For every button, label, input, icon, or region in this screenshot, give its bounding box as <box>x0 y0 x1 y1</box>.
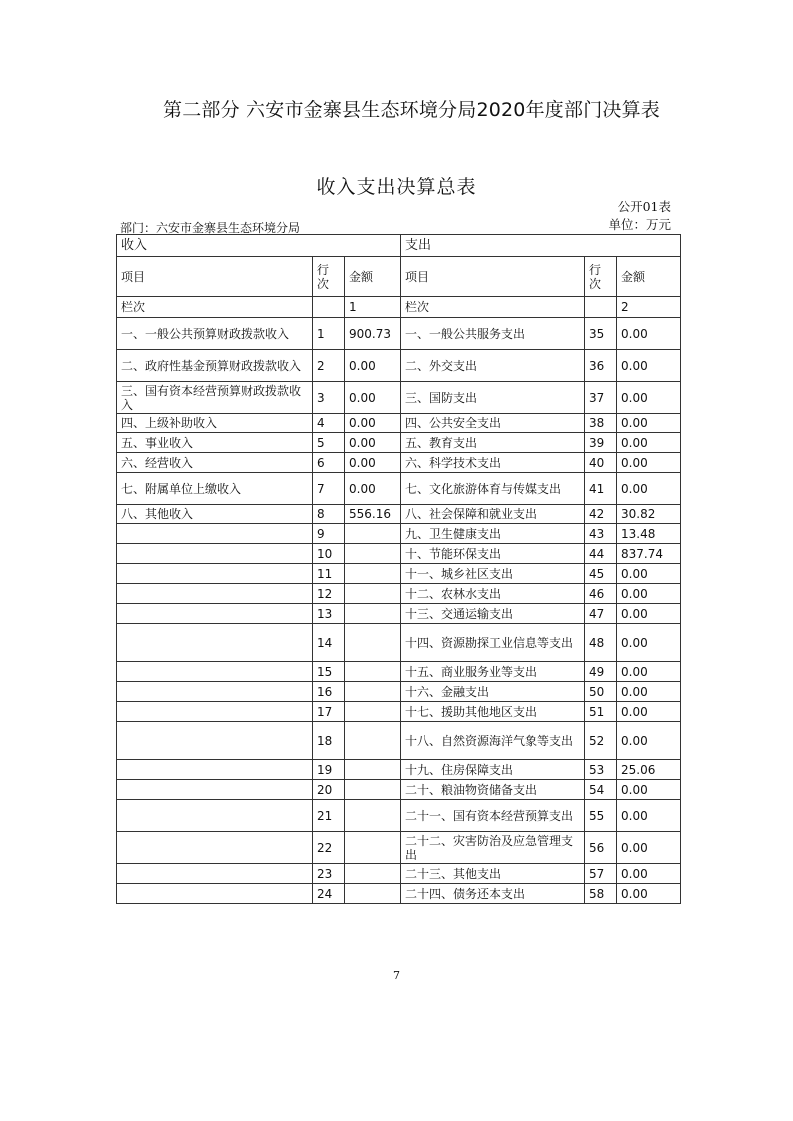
income-amount-cell <box>345 564 401 584</box>
income-amount-cell <box>345 544 401 564</box>
expense-amount-cell: 30.82 <box>617 505 681 524</box>
expense-line-cell: 39 <box>585 433 617 453</box>
income-amount-cell: 0.00 <box>345 473 401 505</box>
expense-line-cell: 41 <box>585 473 617 505</box>
expense-line-cell: 52 <box>585 722 617 760</box>
income-amount-cell <box>345 864 401 884</box>
expense-amount-cell: 837.74 <box>617 544 681 564</box>
income-item-cell: 一、一般公共预算财政拨款收入 <box>117 318 313 350</box>
income-line-header: 行次 <box>313 257 345 297</box>
expense-item-cell: 十七、援助其他地区支出 <box>401 702 585 722</box>
income-line-cell: 8 <box>313 505 345 524</box>
income-line-cell: 3 <box>313 382 345 414</box>
expense-item-cell: 二十四、债务还本支出 <box>401 884 585 904</box>
expense-item-cell: 九、卫生健康支出 <box>401 524 585 544</box>
income-amount-cell <box>345 702 401 722</box>
table-row <box>117 505 681 524</box>
table-row <box>117 884 681 904</box>
expense-line-cell: 54 <box>585 780 617 800</box>
income-item-cell: 四、上级补助收入 <box>117 414 313 433</box>
expense-item-cell: 二十、粮油物资储备支出 <box>401 780 585 800</box>
income-line-cell: 21 <box>313 800 345 832</box>
income-line-cell: 11 <box>313 564 345 584</box>
income-item-cell <box>117 800 313 832</box>
expense-line-cell: 36 <box>585 350 617 382</box>
income-line-cell: 6 <box>313 453 345 473</box>
expense-item-cell: 八、社会保障和就业支出 <box>401 505 585 524</box>
income-item-cell: 八、其他收入 <box>117 505 313 524</box>
income-line-cell: 1 <box>313 318 345 350</box>
expense-line-cell: 42 <box>585 505 617 524</box>
table-row <box>117 544 681 564</box>
income-item-cell <box>117 584 313 604</box>
expense-amount-cell: 0.00 <box>617 662 681 682</box>
expense-item-cell: 十六、金融支出 <box>401 682 585 702</box>
income-line-cell: 5 <box>313 433 345 453</box>
expense-amount-cell: 0.00 <box>617 722 681 760</box>
income-item-cell <box>117 864 313 884</box>
expense-lanci-label: 栏次 <box>401 297 585 318</box>
income-amount-cell <box>345 884 401 904</box>
expense-item-cell: 七、文化旅游体育与传媒支出 <box>401 473 585 505</box>
expense-line-cell: 37 <box>585 382 617 414</box>
income-amount-cell: 0.00 <box>345 350 401 382</box>
expense-item-cell: 二、外交支出 <box>401 350 585 382</box>
income-lanci-number: 1 <box>345 297 401 318</box>
table-row <box>117 350 681 382</box>
expense-amount-cell: 0.00 <box>617 453 681 473</box>
income-amount-cell: 0.00 <box>345 433 401 453</box>
expense-amount-cell: 0.00 <box>617 414 681 433</box>
income-line-cell: 22 <box>313 832 345 864</box>
income-amount-cell: 0.00 <box>345 414 401 433</box>
income-item-cell <box>117 722 313 760</box>
income-amount-cell <box>345 682 401 702</box>
income-line-cell: 15 <box>313 662 345 682</box>
table-row <box>117 662 681 682</box>
income-item-cell: 五、事业收入 <box>117 433 313 453</box>
income-item-cell <box>117 702 313 722</box>
expense-item-cell: 十三、交通运输支出 <box>401 604 585 624</box>
table-row <box>117 318 681 350</box>
income-line-cell: 2 <box>313 350 345 382</box>
table-row <box>117 760 681 780</box>
section-header-row <box>117 235 681 257</box>
table-row <box>117 433 681 453</box>
expense-item-cell: 十九、住房保障支出 <box>401 760 585 780</box>
table-row <box>117 604 681 624</box>
expense-line-cell: 40 <box>585 453 617 473</box>
income-item-cell <box>117 604 313 624</box>
expense-line-header: 行次 <box>585 257 617 297</box>
income-lanci-label: 栏次 <box>117 297 313 318</box>
expense-line-cell: 43 <box>585 524 617 544</box>
income-line-cell: 18 <box>313 722 345 760</box>
income-line-cell: 24 <box>313 884 345 904</box>
income-amount-cell <box>345 832 401 864</box>
expense-amount-cell: 0.00 <box>617 584 681 604</box>
income-item-cell: 六、经营收入 <box>117 453 313 473</box>
expense-amount-cell: 0.00 <box>617 800 681 832</box>
expense-item-cell: 十五、商业服务业等支出 <box>401 662 585 682</box>
income-line-cell: 7 <box>313 473 345 505</box>
table-row <box>117 832 681 864</box>
income-section-header: 收入 <box>117 235 401 257</box>
lanci-row <box>117 297 681 318</box>
income-amount-cell <box>345 760 401 780</box>
table-row <box>117 564 681 584</box>
table-title: 收入支出决算总表 <box>316 176 477 198</box>
income-item-cell: 七、附属单位上缴收入 <box>117 473 313 505</box>
expense-amount-cell: 0.00 <box>617 832 681 864</box>
income-line-cell: 10 <box>313 544 345 564</box>
income-amount-cell <box>345 722 401 760</box>
document-heading: 第二部分 六安市金寨县生态环境分局2020年度部门决算表 <box>163 99 660 121</box>
table-row <box>117 722 681 760</box>
table-row <box>117 453 681 473</box>
expense-amount-cell: 0.00 <box>617 318 681 350</box>
expense-amount-cell: 0.00 <box>617 604 681 624</box>
expense-line-cell: 47 <box>585 604 617 624</box>
table-row <box>117 682 681 702</box>
income-amount-cell: 0.00 <box>345 453 401 473</box>
expense-line-cell: 55 <box>585 800 617 832</box>
income-item-header: 项目 <box>117 257 313 297</box>
expense-section-header: 支出 <box>401 235 681 257</box>
income-item-cell <box>117 682 313 702</box>
expense-line-cell: 38 <box>585 414 617 433</box>
expense-line-cell: 58 <box>585 884 617 904</box>
expense-line-cell: 49 <box>585 662 617 682</box>
income-line-cell: 9 <box>313 524 345 544</box>
income-amount-cell <box>345 604 401 624</box>
expense-amount-cell: 0.00 <box>617 864 681 884</box>
income-amount-cell: 900.73 <box>345 318 401 350</box>
income-amount-cell: 0.00 <box>345 382 401 414</box>
expense-amount-cell: 0.00 <box>617 382 681 414</box>
expense-line-cell: 50 <box>585 682 617 702</box>
expense-item-cell: 一、一般公共服务支出 <box>401 318 585 350</box>
expense-line-cell: 56 <box>585 832 617 864</box>
expense-amount-cell: 0.00 <box>617 564 681 584</box>
expense-amount-cell: 25.06 <box>617 760 681 780</box>
expense-item-cell: 六、科学技术支出 <box>401 453 585 473</box>
income-amount-header: 金额 <box>345 257 401 297</box>
income-item-cell <box>117 624 313 662</box>
income-amount-cell <box>345 780 401 800</box>
income-item-cell <box>117 780 313 800</box>
expense-item-cell: 十四、资源勘探工业信息等支出 <box>401 624 585 662</box>
expense-line-cell: 35 <box>585 318 617 350</box>
expense-item-cell: 三、国防支出 <box>401 382 585 414</box>
expense-line-cell: 46 <box>585 584 617 604</box>
income-line-cell: 20 <box>313 780 345 800</box>
department-label: 部门：六安市金寨县生态环境分局 <box>120 221 301 235</box>
expense-amount-cell: 0.00 <box>617 350 681 382</box>
table-row <box>117 800 681 832</box>
income-item-cell <box>117 884 313 904</box>
expense-item-cell: 二十三、其他支出 <box>401 864 585 884</box>
income-amount-cell <box>345 584 401 604</box>
income-line-cell: 16 <box>313 682 345 702</box>
expense-line-cell: 45 <box>585 564 617 584</box>
income-line-cell: 14 <box>313 624 345 662</box>
expense-amount-cell: 13.48 <box>617 524 681 544</box>
income-amount-cell: 556.16 <box>345 505 401 524</box>
expense-line-cell: 57 <box>585 864 617 884</box>
expense-item-cell: 二十二、灾害防治及应急管理支出 <box>401 832 585 864</box>
expense-item-cell: 十一、城乡社区支出 <box>401 564 585 584</box>
table-row <box>117 524 681 544</box>
table-row <box>117 702 681 722</box>
expense-item-cell: 五、教育支出 <box>401 433 585 453</box>
income-amount-cell <box>345 662 401 682</box>
income-line-cell: 13 <box>313 604 345 624</box>
expense-amount-cell: 0.00 <box>617 624 681 662</box>
income-item-cell <box>117 564 313 584</box>
expense-item-cell: 十二、农林水支出 <box>401 584 585 604</box>
income-line-cell: 12 <box>313 584 345 604</box>
income-amount-cell <box>345 524 401 544</box>
expense-amount-header: 金额 <box>617 257 681 297</box>
table-row <box>117 864 681 884</box>
table-row <box>117 473 681 505</box>
table-row <box>117 780 681 800</box>
income-line-cell: 19 <box>313 760 345 780</box>
income-line-cell: 23 <box>313 864 345 884</box>
income-amount-cell <box>345 800 401 832</box>
income-item-cell <box>117 760 313 780</box>
expense-line-cell: 51 <box>585 702 617 722</box>
expense-amount-cell: 0.00 <box>617 884 681 904</box>
expense-amount-cell: 0.00 <box>617 473 681 505</box>
expense-lanci-line <box>585 297 617 318</box>
income-item-cell <box>117 832 313 864</box>
expense-item-cell: 四、公共安全支出 <box>401 414 585 433</box>
form-number: 公开01表 <box>617 199 671 214</box>
income-item-cell: 二、政府性基金预算财政拨款收入 <box>117 350 313 382</box>
income-line-cell: 4 <box>313 414 345 433</box>
expense-item-header: 项目 <box>401 257 585 297</box>
expense-item-cell: 二十一、国有资本经营预算支出 <box>401 800 585 832</box>
income-item-cell <box>117 544 313 564</box>
expense-item-cell: 十、节能环保支出 <box>401 544 585 564</box>
income-expense-table <box>116 234 681 904</box>
table-row <box>117 382 681 414</box>
income-item-cell <box>117 524 313 544</box>
expense-amount-cell: 0.00 <box>617 682 681 702</box>
expense-line-cell: 53 <box>585 760 617 780</box>
expense-amount-cell: 0.00 <box>617 433 681 453</box>
income-lanci-line <box>313 297 345 318</box>
page-number: 7 <box>393 969 400 982</box>
column-header-row <box>117 257 681 297</box>
income-line-cell: 17 <box>313 702 345 722</box>
expense-line-cell: 48 <box>585 624 617 662</box>
table-row <box>117 414 681 433</box>
table-row <box>117 624 681 662</box>
expense-lanci-number: 2 <box>617 297 681 318</box>
table-row <box>117 584 681 604</box>
unit-label: 单位：万元 <box>608 217 671 232</box>
income-item-cell <box>117 662 313 682</box>
expense-item-cell: 十八、自然资源海洋气象等支出 <box>401 722 585 760</box>
expense-amount-cell: 0.00 <box>617 780 681 800</box>
expense-line-cell: 44 <box>585 544 617 564</box>
expense-amount-cell: 0.00 <box>617 702 681 722</box>
income-item-cell: 三、国有资本经营预算财政拨款收入 <box>117 382 313 414</box>
income-amount-cell <box>345 624 401 662</box>
